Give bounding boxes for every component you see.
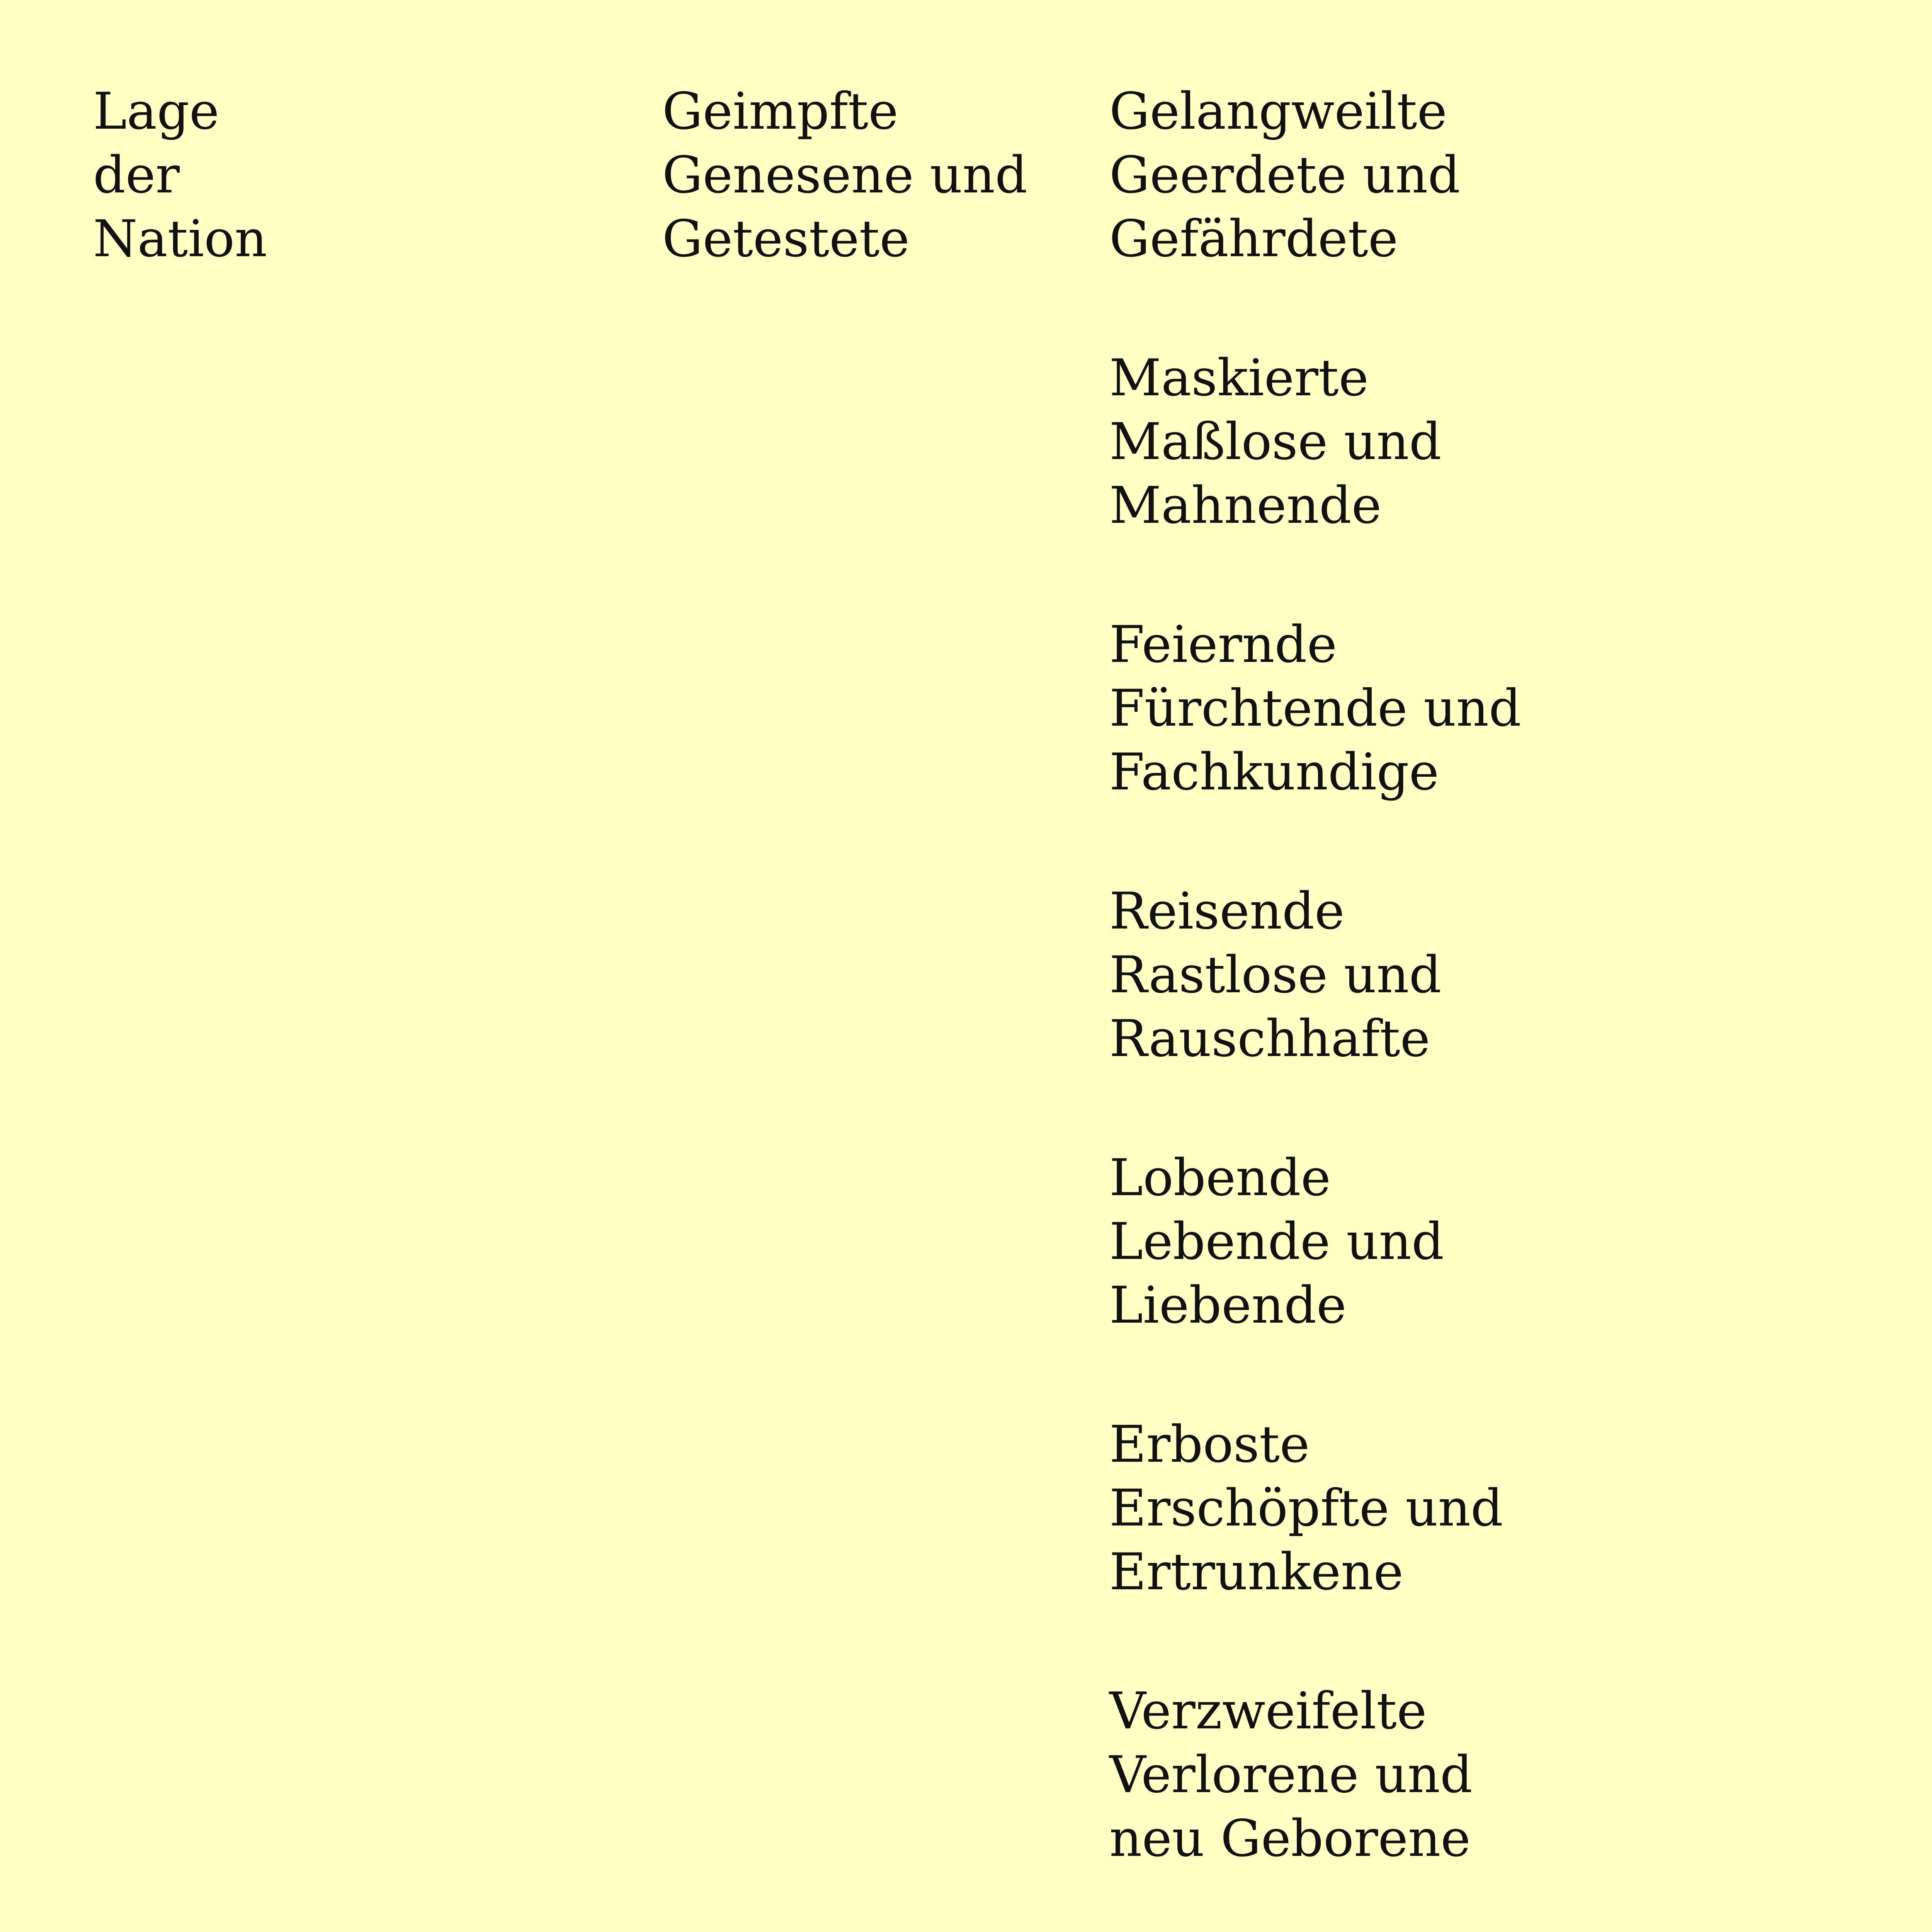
stanza-list — [1109, 79, 1882, 1870]
stanza — [1109, 1146, 1882, 1337]
stanza-line: Gefährdete — [1109, 209, 1398, 268]
stanza-line: Verlorene und — [1109, 1745, 1473, 1804]
title-line: Nation — [93, 209, 267, 268]
poem-title — [93, 79, 267, 270]
lead-stanza — [662, 79, 1027, 270]
stanza-line: Getestete — [662, 209, 910, 268]
stanza — [1109, 612, 1882, 804]
title-line: der — [93, 145, 180, 204]
stanza-line: Fürchtende und — [1109, 679, 1521, 738]
stanza-line: Fachkundige — [1109, 742, 1439, 801]
stanza-line: Reisende — [1109, 881, 1345, 940]
stanza-line: Maskierte — [1109, 348, 1369, 407]
stanza-line: Geimpfte — [662, 82, 898, 141]
stanza-line: Liebende — [1109, 1276, 1347, 1335]
stanza-line: Rauschhafte — [1109, 1009, 1430, 1068]
stanza-line: Ertrunkene — [1109, 1542, 1404, 1601]
stanza-line: Geerdete und — [1109, 145, 1461, 204]
stanza-line: Gelangweilte — [1109, 82, 1447, 141]
stanza-line: Erschöpfte und — [1109, 1478, 1503, 1537]
stanza-line: Mahnende — [1109, 476, 1382, 535]
title-line: Lage — [93, 82, 219, 141]
stanza — [1109, 1679, 1882, 1870]
stanza-line: Lebende und — [1109, 1212, 1444, 1271]
stanza-line: Maßlose und — [1109, 412, 1442, 471]
stanza — [1109, 346, 1882, 537]
stanza-line: neu Geborene — [1109, 1809, 1471, 1868]
stanza-line: Lobende — [1109, 1148, 1331, 1207]
stanza — [1109, 879, 1882, 1070]
stanza — [1109, 79, 1882, 270]
stanza-line: Erboste — [1109, 1415, 1310, 1474]
stanza-line: Verzweifelte — [1109, 1681, 1427, 1740]
stanza-line: Feiernde — [1109, 615, 1337, 674]
stanza — [1109, 1412, 1882, 1604]
stanza-line: Rastlose und — [1109, 945, 1442, 1004]
stanza-line: Genesene und — [662, 145, 1027, 204]
